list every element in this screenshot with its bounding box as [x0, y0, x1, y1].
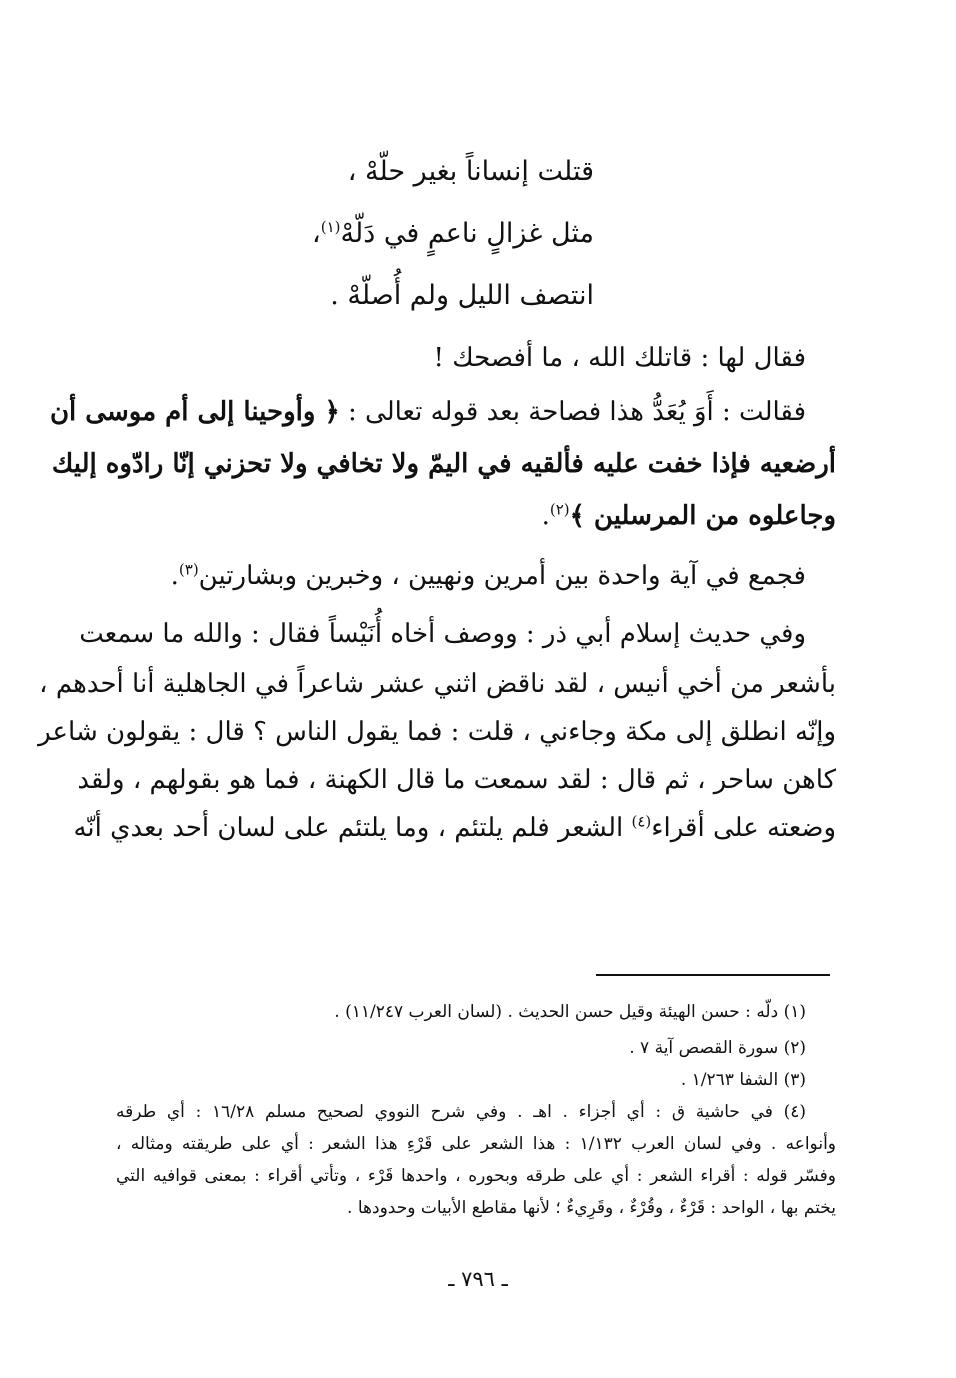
quran-quote-start: ﴿ وأوحينا إلى أم موسى أن [49, 397, 340, 427]
paragraph-4-line-5-a: وضعته على أقراء [651, 813, 836, 843]
paragraph-4-line-3: وإنّه انطلق إلى مكة وجاءني ، قلت : فما يقول الناس ؟ قال : يقولون شاعر [38, 717, 836, 747]
paragraph-2-lead: فقالت : أَوَ يُعَدُّ هذا فصاحة بعد قوله تعالى : [348, 397, 806, 427]
paragraph-3-tail: . [170, 561, 179, 591]
paragraph-3-text: فجمع في آية واحدة بين أمرين ونهيين ، وخبرين وبشارتين [198, 561, 806, 591]
footnote-4-line-1: (٤) في حاشية ق : أي أجزاء . اهـ . وفي شرح النووي لصحيح مسلم ١٦/٢٨ : أي طرقه [116, 1102, 806, 1122]
footnote-4-line-2: وأنواعه . وفي لسان العرب ١/١٣٢ : هذا الشعر على قَرْءِ هذا الشعر : أي على طريقته ومثاله ، [116, 1134, 837, 1154]
footnote-2: (٢) سورة القصص آية ٧ . [629, 1038, 806, 1058]
footnote-3: (٣) الشفا ١/٢٦٣ . [680, 1070, 806, 1090]
page-number: ـ ٧٩٦ ـ [448, 1267, 508, 1291]
footnote-ref-4: (٤) [631, 812, 652, 831]
paragraph-3 [116, 556, 806, 596]
paragraph-2-line-3 [116, 496, 836, 536]
paragraph-4-line-1: وفي حديث إسلام أبي ذر : ووصف أخاه أُنَيْساً فقال : والله ما سمعت [79, 619, 806, 649]
paragraph-4-line-5-b: الشعر فلم يلتئم ، وما يلتئم على لسان أحد بعدي أنّه [73, 813, 624, 843]
footnote-ref-2: (٢) [549, 500, 570, 519]
footnote-4-line-4: يختم بها ، الواحد : قَرْءٌ ، وقُرْءٌ ، وقَرِيءٌ ؛ لأنها مقاطع الأبيات وحدودها . [347, 1198, 836, 1218]
paragraph-2-line-1 [49, 392, 806, 432]
quran-quote-end: وجاعلوه من المرسلين ﴾ [569, 501, 836, 531]
footnote-ref-3: (٣) [178, 560, 199, 579]
verse-line-1: قتلت إنساناً بغير حلّهْ ، [347, 156, 594, 187]
footnote-ref-1: (١) [320, 218, 341, 236]
paragraph-1: فقال لها : قاتلك الله ، ما أفصحك ! [433, 343, 806, 373]
paragraph-2-line-2: أرضعيه فإذا خفت عليه فألقيه في اليمّ ولا تخافي ولا تحزني إنّا رادّوه إليك [51, 449, 836, 479]
paragraph-4-line-2: بأشعر من أخي أنيس ، لقد ناقض اثني عشر شاعراً في الجاهلية أنا أحدهم ، [39, 669, 836, 699]
paragraph-2-tail: . [541, 501, 550, 531]
footnote-separator [596, 974, 830, 976]
verse-line-2-text: مثل غزالٍ ناعمٍ في دَلّهْ [340, 218, 594, 249]
paragraph-4-line-4: كاهن ساحر ، ثم قال : لقد سمعت ما قال الكهنة ، فما هو بقولهم ، ولقد [77, 765, 836, 795]
verse-line-2 [264, 214, 594, 254]
footnote-4-line-3: وفسّر قوله : أقراء الشعر : أي على طرقه وبحوره ، واحدها قَرْء ، وتأتي أقراء : بمعنى قوافيه التي [116, 1166, 836, 1186]
verse-line-2-tail: ، [312, 218, 321, 249]
paragraph-4-line-5 [73, 808, 836, 848]
footnote-1: (١) دلّه : حسن الهيئة وقيل حسن الحديث . (لسان العرب ١١/٢٤٧) . [334, 1002, 806, 1022]
verse-line-3: انتصف الليل ولم أُصلّهْ . [330, 280, 594, 311]
